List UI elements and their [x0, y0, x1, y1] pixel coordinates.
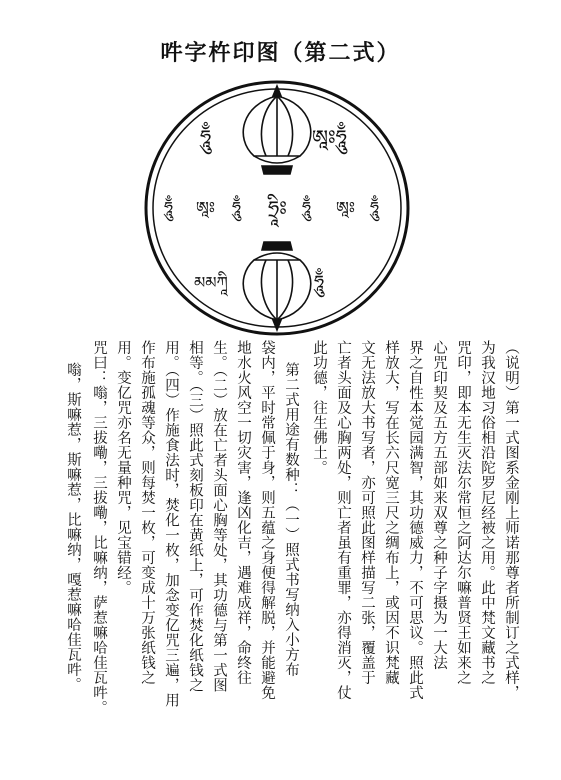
text-column-16: 作布施孤魂等众，则每焚一枚，可变成十万张纸钱之 [139, 340, 155, 685]
vajra-top-icon [243, 86, 311, 174]
text-column-3: 咒印，即本无生灭法尔常恒之阿达尔嘛普贤王如来之 [455, 340, 471, 685]
text-column-2: 为我汉地习俗相沿陀罗尼经被之用。此中梵文藏书之 [479, 340, 495, 685]
tibetan-syllable-5: ཧཱུྃ [302, 198, 311, 217]
text-column-13: 生。（二）放在亡者头面心胸等处，其功德与第一式图 [211, 340, 227, 693]
tibetan-syllable-7: ཧཱུྃ [370, 198, 379, 217]
vajra-bottom-icon [243, 242, 311, 330]
tibetan-bottom-right: ཧཱུྃ [314, 272, 325, 293]
tibetan-syllable-6: ཨཱཿ [336, 198, 355, 217]
tibetan-top-left: ཧཱུྃ [200, 125, 212, 149]
text-column-5: 界之自性本觉园满智，其功德威力，不可思议。照此式 [407, 340, 423, 700]
text-column-9: 此功德，往生佛土。 [311, 340, 327, 475]
tibetan-bottom-left: མམཀཱི [194, 273, 228, 292]
text-column-14: 相等。（三）照此式刻板印在黄纸上，可作焚化纸钱之 [187, 340, 203, 693]
tibetan-syllable-3: ཧཱུྃ [232, 198, 241, 217]
tibetan-top-right: ཨཱཿཧཱུྃ [312, 125, 347, 149]
text-column-18: 咒曰：嗡，三拔嘞，三拔嘞，比嘛纳，萨惹嘛哈佳瓦吽。 [91, 340, 107, 715]
text-column-19: 嗡，斯嘛惹，斯嘛惹，比嘛纳，嘎惹嘛哈佳瓦吽。 [65, 362, 81, 692]
text-column-4: 心咒印契及五方五部如来双尊之种子字摄为一大法 [431, 340, 447, 670]
text-column-10: 第二式用途有数种：（一）照式书写纳入小方布 [283, 362, 299, 677]
tibetan-syllable-4: ཧྲཱིཿ [268, 196, 287, 220]
text-column-15: 用。（四）作施食法时，焚化一枚，加念变亿咒三遍，用 [163, 340, 179, 708]
text-column-7: 文无法放大书写者，亦可照此图样描写二张，覆盖于 [359, 340, 375, 685]
tibetan-syllable-2: ཨཱཿ [196, 198, 215, 217]
page-title: 吽字杵印图（第二式） [160, 41, 401, 66]
vajra-seal [142, 78, 412, 338]
text-column-1: （说明）第一式图系金刚上师诺那尊者所制订之式样， [503, 340, 519, 700]
tibetan-middle-row [163, 193, 380, 228]
text-column-8: 亡者头面及心胸两处，则亡者虽有重罪，亦得消灭，仗 [335, 340, 351, 700]
text-column-11: 袋内，平时常佩于身，则五蕴之身便得解脱，并能避免 [259, 340, 275, 700]
tibetan-syllable-1: ཧཱུྃ [164, 198, 173, 217]
text-column-12: 地水火风空一切灾害，逢凶化吉，遇难成祥，命终往 [235, 340, 251, 685]
text-column-6: 样放大，写在长六尺宽三尺之绸布上，或因不识梵藏 [383, 340, 399, 685]
text-column-17: 用。变亿咒亦名无量种咒，见宝错经。 [115, 340, 131, 595]
